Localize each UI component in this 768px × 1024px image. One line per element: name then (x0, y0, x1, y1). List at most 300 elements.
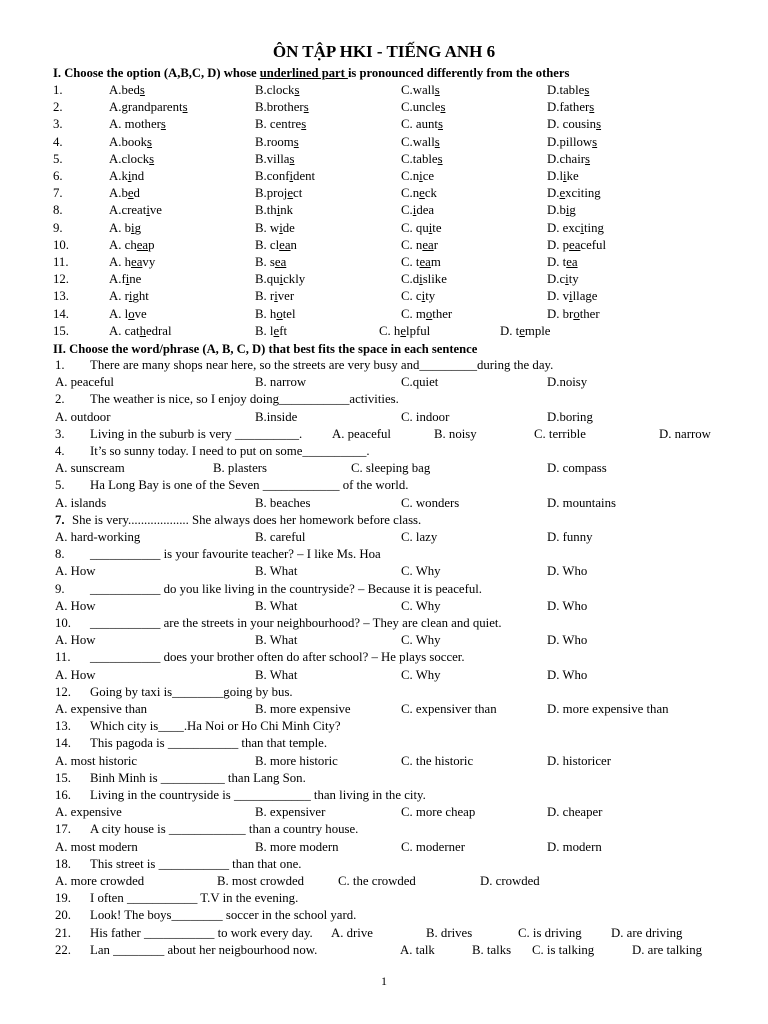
option: C. wonders (401, 495, 460, 510)
option (401, 82, 440, 99)
option: C. Why (401, 667, 441, 682)
question (0, 925, 768, 942)
option-text: ty (425, 289, 436, 304)
underlined-letters: ea (131, 255, 143, 269)
underlined-letters: ea (569, 237, 581, 252)
underlined-letters: i (419, 169, 423, 183)
underlined-letters: h (139, 323, 146, 338)
option-text: B.proj (255, 186, 288, 201)
answer-options (0, 495, 768, 512)
question-text: Living in the countryside is ____________ than living in the city. (90, 788, 426, 802)
option (547, 99, 594, 116)
option (401, 254, 441, 271)
question-number: 16. (55, 788, 71, 802)
option (547, 134, 597, 151)
section-1-heading (53, 65, 569, 82)
option (547, 202, 576, 219)
option (109, 185, 140, 202)
option-text: A. ch (109, 237, 137, 252)
underlined-letters: i (125, 272, 130, 287)
pronunciation-item (0, 168, 768, 185)
option: D. Who (547, 598, 588, 613)
option (255, 254, 286, 271)
option (109, 168, 144, 185)
answer-options (0, 804, 768, 821)
option-text: ty (568, 272, 579, 287)
option-text: nk (280, 203, 294, 218)
option-text: D. t (547, 255, 567, 269)
option (255, 323, 287, 340)
option-text: A.book (109, 134, 148, 149)
option-text: edral (145, 323, 172, 338)
question-number: 2. (55, 392, 65, 407)
option (255, 220, 295, 237)
option-text: B.qu (255, 272, 280, 287)
option-text: B. l (255, 323, 274, 338)
option-text: D. exc (547, 220, 581, 235)
item-number: 8. (53, 203, 63, 218)
option (255, 134, 299, 151)
answer-options (0, 409, 768, 426)
underlined-letters: i (276, 203, 281, 218)
option: A. outdoor (55, 409, 111, 424)
answer-options (0, 667, 768, 684)
underlined-letters: o (128, 306, 135, 321)
option (401, 237, 438, 254)
option: C. more cheap (401, 805, 476, 820)
option: C. expensiver than (401, 702, 497, 716)
question-text: Binh Minh is __________ than Lang Son. (90, 770, 306, 785)
underlined-letters: i (279, 272, 284, 287)
underlined-letters: o (425, 306, 433, 321)
option-text: B. w (255, 220, 280, 235)
question-number: 17. (55, 822, 71, 837)
option: C. the historic (401, 753, 474, 768)
underlined-letters: s (592, 134, 598, 149)
option-text: A. l (109, 306, 129, 321)
option: A. drive (331, 925, 373, 940)
underlined-letters: e (127, 186, 134, 201)
option (255, 82, 299, 99)
option: C. Why (401, 598, 441, 613)
option-text: C. h (379, 323, 401, 338)
question-text: The weather is nice, so I enjoy doing___________activities. (90, 392, 399, 407)
option-text: d (133, 186, 140, 201)
option-text: A.k (109, 169, 128, 183)
underlined-letters: ea (136, 237, 149, 252)
option-text: A. r (109, 289, 129, 304)
option-text: vy (142, 255, 156, 269)
option-text: B.brother (255, 100, 304, 115)
option-text: A. mother (109, 117, 161, 132)
underlined-letters: i (146, 203, 150, 218)
option: A. expensive than (55, 702, 148, 716)
option-text: dent (293, 169, 316, 183)
option-text: D.l (547, 169, 563, 183)
option (401, 306, 452, 323)
option: B. beaches (255, 495, 311, 510)
pronunciation-item (0, 82, 768, 99)
underlined-letters: s (434, 134, 440, 149)
question (0, 512, 768, 529)
option-text: B.clock (255, 83, 295, 97)
question-text: I often ___________ T.V in the evening. (90, 891, 299, 906)
item-number: 15. (53, 323, 69, 338)
question (0, 391, 768, 408)
pronunciation-item (0, 237, 768, 254)
item-number: 11. (53, 255, 69, 269)
option-text: D.table (547, 83, 585, 97)
option-text: llage (572, 289, 598, 304)
underlined-letters: s (289, 151, 295, 166)
underlined-letters: e (419, 186, 425, 201)
option: D. cheaper (547, 805, 603, 820)
option: A. peaceful (55, 375, 114, 390)
underlined-letters: s (585, 151, 591, 166)
option-text: D. cousin (547, 117, 597, 132)
underlined-letters: ea (274, 255, 287, 269)
option-text: B. centre (255, 117, 302, 132)
option-text: D.b (547, 203, 566, 218)
item-number: 2. (53, 100, 63, 115)
underlined-letters: i (563, 169, 567, 183)
answer-options (0, 753, 768, 770)
option (379, 323, 430, 340)
question-number: 12. (55, 684, 71, 699)
option (109, 288, 149, 305)
option (547, 288, 597, 305)
option-text: ther (432, 306, 453, 321)
question (0, 787, 768, 804)
item-number: 9. (53, 220, 63, 235)
option-text: D. br (547, 306, 574, 321)
option (255, 151, 294, 168)
question-text: She is very................... She always does her homework before class. (72, 512, 422, 527)
question-number: 10. (55, 616, 71, 630)
option (109, 151, 154, 168)
option-text: ce (422, 169, 435, 183)
option: D. compass (547, 461, 607, 476)
underlined-letters: i (127, 169, 132, 183)
option (401, 168, 434, 185)
question (0, 907, 768, 924)
underlined-letters: i (569, 289, 573, 304)
question-text: ___________ do you like living in the countryside? – Because it is peaceful. (90, 581, 482, 596)
item-number: 5. (53, 151, 63, 166)
option: B. careful (255, 530, 306, 544)
option (255, 202, 293, 219)
question-text: ___________ does your brother often do after school? – He plays soccer. (90, 650, 465, 665)
question-text: Lan ________ about her neigbourhood now. (90, 942, 318, 957)
option: B. talks (472, 942, 512, 957)
option-text: xciting (565, 186, 601, 201)
pronunciation-item (0, 220, 768, 237)
underlined-letters: s (147, 134, 153, 149)
option (109, 202, 162, 219)
option (109, 116, 166, 133)
option (255, 116, 306, 133)
question-number: 19. (55, 891, 71, 906)
option: B. plasters (213, 461, 268, 476)
option-text: ceful (580, 237, 606, 252)
underlined-letters: ea (566, 255, 578, 269)
option-text: D. p (547, 237, 570, 252)
underlined-letters: e (519, 323, 525, 338)
underlined-letters: s (301, 117, 307, 132)
page-title: ÔN TẬP HKI - TIẾNG ANH 6 (272, 42, 496, 61)
option: C. Why (401, 633, 441, 648)
option-text: g (134, 220, 142, 235)
underlined-letters: e (287, 186, 294, 201)
option (401, 220, 442, 237)
option (109, 306, 147, 323)
option-text: D.c (547, 272, 566, 287)
question (0, 357, 768, 374)
heading-text: I. Choose the option (A,B,C, D) whose (53, 66, 260, 80)
option-text: ve (134, 306, 147, 321)
option-text: ther (579, 306, 600, 321)
option (109, 271, 141, 288)
pronunciation-item (0, 306, 768, 323)
heading-text: is pronounced differently from the others (347, 66, 570, 80)
option (547, 116, 601, 133)
answer-options (0, 460, 768, 477)
item-number: 12. (53, 272, 69, 287)
question-number: 4. (55, 444, 65, 458)
question-text: His father ___________ to work every day. (90, 925, 313, 940)
option (255, 168, 315, 185)
option: A. How (55, 564, 96, 579)
question (0, 735, 768, 752)
question-number: 3. (55, 426, 65, 441)
option-text: B.th (255, 203, 277, 218)
option (255, 271, 305, 288)
underlined-letters: ea (422, 237, 434, 252)
option-text: dea (416, 203, 435, 218)
option-text: B.villa (255, 151, 290, 166)
underlined-letters: s (149, 151, 155, 166)
option (401, 202, 434, 219)
option-text: C.wall (401, 83, 435, 97)
option: C.quiet (401, 375, 439, 390)
option-text: p (148, 237, 155, 252)
answer-options (0, 598, 768, 615)
option-text: C. n (401, 237, 423, 252)
option: A. How (55, 598, 96, 613)
option: D. modern (547, 839, 602, 854)
option (109, 254, 155, 271)
question-text: Living in the suburb is very __________. (90, 426, 303, 441)
underlined-letters: i (274, 289, 278, 304)
question-number: 9. (55, 581, 65, 596)
question (0, 942, 768, 959)
answer-options (0, 632, 768, 649)
question-number: 11. (55, 650, 71, 665)
option (109, 99, 188, 116)
option-text: C. qu (401, 220, 429, 235)
option-text: D.father (547, 100, 590, 115)
option-text: nd (131, 169, 145, 183)
question-text: Ha Long Bay is one of the Seven ____________ of the world. (90, 478, 409, 493)
option (547, 151, 590, 168)
underlined-letters: s (139, 83, 145, 97)
underlined-letters: s (434, 83, 440, 97)
pronunciation-item (0, 185, 768, 202)
option: B. What (255, 633, 298, 648)
heading-underlined-text: underlined part (259, 66, 348, 80)
pronunciation-item (0, 116, 768, 133)
option-text: C. aunt (401, 117, 438, 132)
option: B. What (255, 598, 298, 613)
underlined-letters: e (273, 323, 280, 338)
option (109, 220, 141, 237)
option-text: slike (422, 272, 447, 287)
option-text: ft (279, 323, 288, 338)
question-text: There are many shops near here, so the streets are very busy and_________during the day. (90, 358, 554, 372)
option-text: D. (547, 186, 560, 201)
question-number: 22. (55, 942, 71, 957)
option-text: D. t (500, 323, 520, 338)
option: B. drives (426, 925, 473, 940)
option-text: C. t (401, 255, 420, 269)
option-text: B. r (255, 289, 275, 304)
item-number: 10. (53, 237, 69, 252)
option-text: g (569, 203, 576, 218)
answer-options (0, 374, 768, 391)
underlined-letters: e (559, 186, 566, 201)
question (0, 684, 768, 701)
option (255, 237, 297, 254)
underlined-letters: i (131, 220, 135, 235)
underlined-letters: ea (419, 255, 431, 269)
option (547, 220, 604, 237)
underlined-letters: i (419, 272, 423, 287)
option (255, 185, 302, 202)
option: D. Who (547, 667, 588, 682)
section-2-heading: II. Choose the word/phrase (A, B, C, D) that best fits the space in each sentence (53, 342, 478, 356)
question (0, 856, 768, 873)
option-text: D.pillow (547, 134, 593, 149)
option (547, 185, 601, 202)
question-text: This pagoda is ___________ than that temple. (90, 736, 328, 751)
option-text: B. cl (255, 237, 280, 252)
question (0, 770, 768, 787)
option (401, 185, 437, 202)
option: D. more expensive than (547, 702, 669, 716)
option-text: mple (524, 323, 551, 338)
question-number: 8. (55, 547, 65, 562)
underlined-letters: s (294, 83, 300, 97)
option: C. lazy (401, 530, 438, 544)
option (109, 323, 172, 340)
option-text: ne (129, 272, 142, 287)
option-text: ver (277, 289, 295, 304)
underlined-letters: s (293, 134, 299, 149)
question (0, 477, 768, 494)
answer-options (0, 839, 768, 856)
pronunciation-item (0, 134, 768, 151)
option-text: B. h (255, 306, 277, 321)
underlined-letters: i (289, 169, 294, 183)
option-text: ct (293, 186, 303, 201)
question-number: 13. (55, 719, 71, 734)
question-text: ___________ are the streets in your neighbourhood? – They are clean and quiet. (90, 616, 502, 630)
option (547, 254, 578, 271)
question (0, 546, 768, 563)
underlined-letters: s (596, 117, 602, 132)
option: A. talk (400, 942, 435, 957)
item-number: 13. (53, 289, 69, 304)
question (0, 718, 768, 735)
question (0, 615, 768, 632)
option: A. islands (55, 495, 107, 510)
pronunciation-item (0, 323, 768, 340)
option: A. peaceful (332, 426, 391, 441)
option (401, 116, 443, 133)
underlined-letters: i (412, 203, 417, 218)
option-text: m (430, 255, 441, 269)
pronunciation-item (0, 99, 768, 116)
question-number: 1. (55, 358, 65, 372)
underlined-letters: s (182, 100, 188, 115)
underlined-letters: i (565, 272, 569, 287)
option: A. How (55, 633, 96, 648)
underlined-letters: o (573, 306, 580, 321)
option (255, 99, 309, 116)
option-text: tel (282, 306, 296, 321)
question (0, 581, 768, 598)
option (109, 82, 145, 99)
option: B. noisy (434, 426, 477, 441)
option-text: C. c (401, 289, 422, 304)
option-text: ght (132, 289, 149, 304)
option-text: C.uncle (401, 100, 441, 115)
option: D. crowded (480, 874, 540, 888)
option: C. is talking (532, 942, 595, 957)
question (0, 649, 768, 666)
option (401, 134, 440, 151)
question-number: 18. (55, 856, 71, 871)
option-text: lpful (406, 323, 431, 338)
option (547, 271, 579, 288)
question-number: 5. (55, 478, 65, 493)
question-text: ___________ is your favourite teacher? – I like Ms. Hoa (90, 547, 381, 562)
option: D. are driving (611, 925, 683, 940)
underlined-letters: s (584, 83, 590, 97)
option: D. narrow (659, 426, 711, 441)
option (255, 288, 294, 305)
item-number: 3. (53, 117, 63, 132)
underlined-letters: ea (279, 237, 291, 252)
option-text: C. (401, 203, 413, 218)
option: C. is driving (518, 925, 582, 940)
option (401, 271, 447, 288)
option-text: B.conf (255, 169, 290, 183)
option-text: A. h (109, 255, 132, 269)
option: D. Who (547, 564, 588, 579)
option: B. What (255, 667, 298, 682)
option-text: B.room (255, 134, 294, 149)
answer-options (0, 701, 768, 718)
underlined-letters: i (428, 220, 433, 235)
pronunciation-item (0, 151, 768, 168)
option-text: A. b (109, 220, 132, 235)
option-text: A.f (109, 272, 126, 287)
option: C. moderner (401, 839, 465, 854)
question-text: This street is ___________ than that one. (90, 856, 302, 871)
option: C. the crowded (338, 874, 416, 888)
option: C. sleeping bag (351, 461, 431, 476)
